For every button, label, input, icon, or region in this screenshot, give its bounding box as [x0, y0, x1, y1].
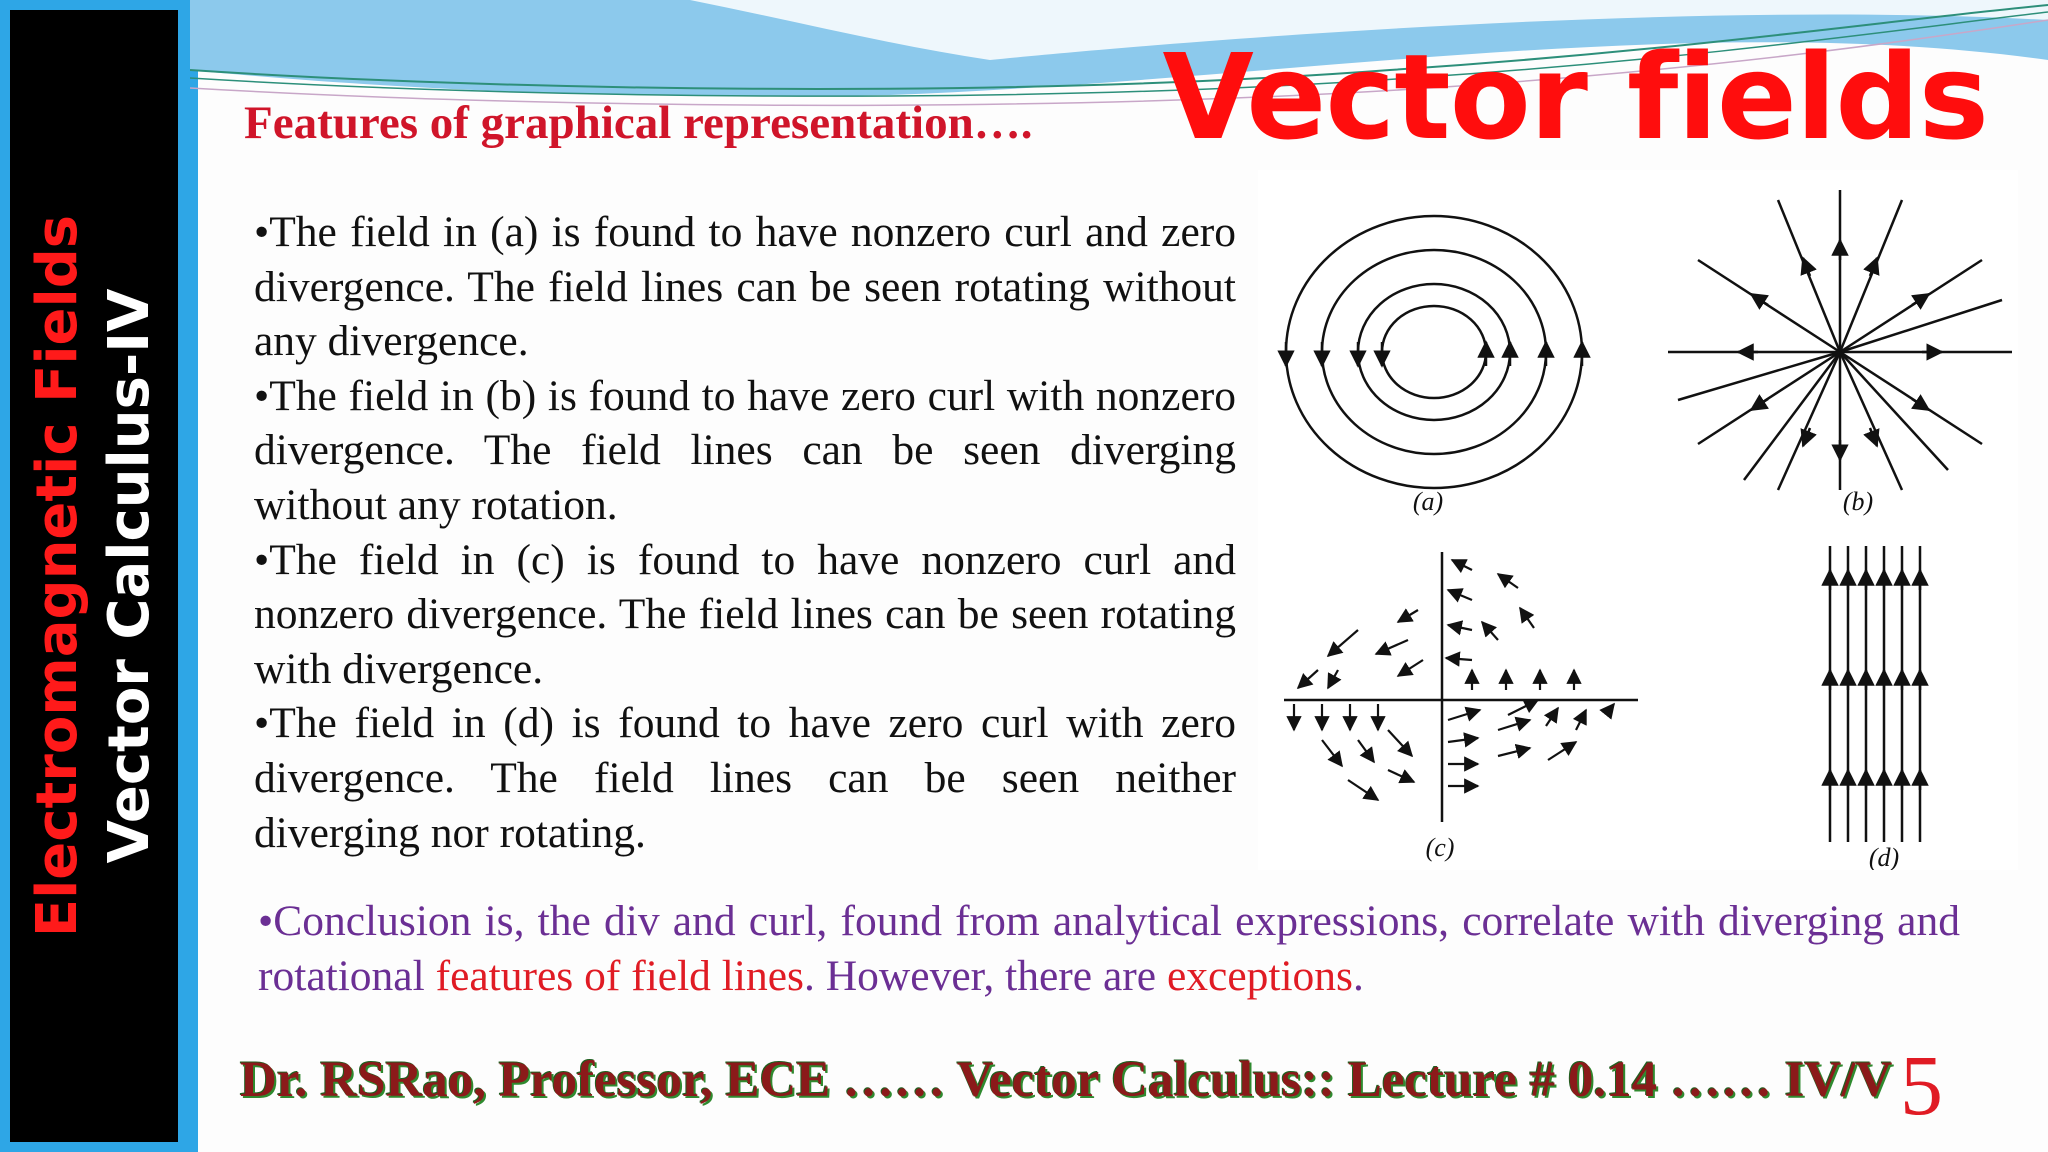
figure-a-circulating-field [1286, 216, 1582, 488]
figure-d-uniform-field [1830, 546, 1920, 842]
bullet-list [254, 205, 1236, 860]
bullet-item: •The field in (b) is found to have zero curl with nonzero divergence. The field lines can be seen diverging without any rotation. [254, 371, 1236, 529]
figure-a-arrows [1286, 342, 1582, 366]
conclusion-text-1: •Conclusion is, the div and curl, found from analytical expressions, correlate with diverging and rotational [258, 897, 1960, 1000]
bullet-item: •The field in (c) is found to have nonzero curl and nonzero divergence. The field lines can be seen rotating with divergence. [254, 535, 1236, 693]
vector-field-diagrams [1258, 170, 2018, 870]
page-number: 5 [1900, 1037, 1943, 1133]
figure-c-label: (c) [1425, 833, 1455, 862]
conclusion-highlight-1: features of field lines [435, 952, 804, 1000]
slide-subtitle: Features of graphical representation…. [244, 97, 1033, 149]
figure-a-label: (a) [1412, 487, 1444, 516]
conclusion-paragraph [258, 894, 1960, 1004]
side-title [22, 26, 166, 1126]
conclusion-highlight-2: exceptions [1166, 952, 1353, 1000]
figure-c-axes [1284, 552, 1638, 822]
side-title-line2: Vector Calculus-IV [97, 288, 162, 864]
figure-d-label: (d) [1868, 843, 1900, 870]
figure-b-label: (b) [1842, 487, 1874, 516]
bullet-item: •The field in (d) is found to have zero curl with zero divergence. The field lines can be seen neither diverging nor rotating. [254, 699, 1236, 857]
conclusion-text-3: . [1352, 952, 1364, 1000]
bullet-item: •The field in (a) is found to have nonzero curl and zero divergence. The field lines can be seen rotating without any divergence. [254, 208, 1236, 366]
figure-c-arrows [1294, 560, 1614, 800]
side-title-line1: Electromagnetic Fields [25, 214, 90, 938]
slide-title: Vector fields [1162, 28, 1988, 166]
footer-lecture-info: Dr. RSRao, Professor, ECE …… Vector Calculus:: Lecture # 0.14 …… IV/V [240, 1052, 1893, 1108]
conclusion-text-2: . However, there are [803, 952, 1167, 1000]
figure-d-arrows [1830, 570, 1920, 790]
vector-field-figures [1258, 170, 2018, 870]
